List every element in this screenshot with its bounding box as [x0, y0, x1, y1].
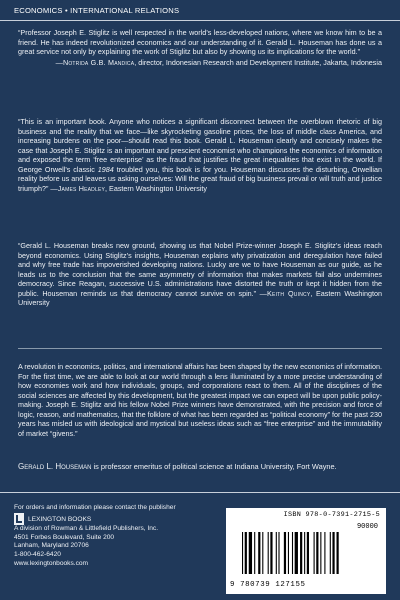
barcode-panel — [226, 508, 386, 594]
bio-text: is professor emeritus of political science at Indiana University, Fort Wayne. — [91, 462, 337, 471]
lexington-logo-icon — [14, 513, 24, 525]
quote-3-body: “Gerald L. Houseman breaks new ground, showing us that Nobel Prize-winner Joseph E. Stiglitz’s ideas reach beyond economics. Using Stiglitz’s insights, Houseman explains why privatization and deregulation have failed and why free trade has impoverished developing nations. Lucky are we to have Houseman as our guide, as he leads us to the conclusion that the same asymmetry of information that makes markets fail also undermines democracy. Since Reagan, successive U.S. administrations have distorted the truth or kept it hidden from the public. Houseman reminds us that democracy cannot survive on spin.” — [18, 241, 382, 298]
quote-3-affiliation: , Eastern Washington University — [18, 288, 383, 307]
quote-1-affiliation: , director, Indonesian Research and Development Institute, Jakarta, Indonesia — [134, 57, 382, 67]
quote-2 — [18, 117, 382, 193]
quote-3-author: —Keith Quincy — [259, 288, 311, 298]
publisher-website[interactable]: www.lexingtonbooks.com — [14, 559, 89, 567]
category-header: ECONOMICS • INTERNATIONAL RELATIONS — [14, 6, 180, 15]
quote-2-text-end: troubled you, this book is for you. Houseman discusses the disturbing, Orwellian reality before us and leaves us asking ourselves: Will the great fraud of big business prevail or will truth and justice triumph?” — [18, 164, 382, 193]
quote-1-author: —Notrida G.B. Mandica — [55, 57, 135, 67]
description-text: A revolution in economics, politics, and international affairs has been shaped by the new economics of information. For the first time, we are able to look at our world through a lens illuminated by a more precise understanding of how economies work and how individuals, groups, and corporations react to them. All of the disciplines of the social sciences are affected by this development, but the greatest impact we can expect will be upon public policy-making. Joseph E. Stiglitz and his fellow Nobel Prize winners have demonstrated, with the precision and force of logic, reason, and mathematics, that the folklore of what has been regarded as “political economy” for the past 230 years has misled us with ideological and mystical but useless ideas such as “free enterprise” and the immutability of market “givens.” — [18, 362, 382, 438]
author-bio — [18, 462, 382, 473]
quote-2-text-start: “This is an important book. Anyone who notices a significant disconnect between the overblown rhetoric of big business and the reality that we face—like skyrocketing gasoline prices, the loss of middle class America, and increasing burdens on the poor—should read this book. Gerald L. Houseman clearly and concisely makes the case that Joseph E. Stiglitz is an important and prescient economist who champions the economics of information and exposed the term ‘free enterprise’ as the fraud that justifies the great inequalities that exist in the world. If George Orwell’s classic — [18, 117, 382, 174]
quote-3-text — [18, 241, 382, 308]
quote-2-author: —James Headley — [50, 183, 106, 193]
header-rule — [0, 20, 400, 21]
quote-1-text: “Professor Joseph E. Stiglitz is well respected in the world’s less-developed nations, where we know him to be a friend. He has indeed revolutionized economics and our understanding of it. Gerald L. Houseman has done us a great service not only by explaining the work of Stiglitz but also by showing us its implications for the world.” — [18, 28, 382, 56]
publisher-division: A division of Rowman & Littlefield Publishers, Inc. — [14, 524, 159, 532]
publisher-address-2: Lanham, Maryland 20706 — [14, 542, 89, 550]
quote-3 — [18, 241, 382, 308]
footer-rule — [0, 492, 400, 493]
quote-1 — [18, 28, 382, 67]
publisher-line — [14, 513, 224, 525]
quote-2-italic-title: 1984 — [97, 164, 114, 174]
publisher-contact — [14, 504, 224, 569]
barcode-icon — [240, 532, 372, 576]
isbn-text: ISBN 978-0-7391-2715-5 — [283, 511, 380, 519]
bio-author-name: Gerald L. Houseman — [18, 462, 92, 471]
price-code: 90000 — [356, 523, 378, 531]
publisher-name: LEXINGTON BOOKS — [28, 515, 92, 523]
publisher-phone: 1-800-462-6420 — [14, 551, 61, 559]
quote-2-text — [18, 117, 382, 193]
contact-intro: For orders and information please contact the publisher — [14, 504, 176, 511]
section-divider — [18, 348, 382, 349]
book-description — [18, 362, 382, 438]
quote-2-affiliation: , Eastern Washington University — [105, 183, 208, 193]
publisher-address-1: 4501 Forbes Boulevard, Suite 200 — [14, 533, 115, 541]
barcode-digits: 9 780739 127155 — [230, 581, 306, 590]
quote-1-attribution — [18, 58, 382, 68]
